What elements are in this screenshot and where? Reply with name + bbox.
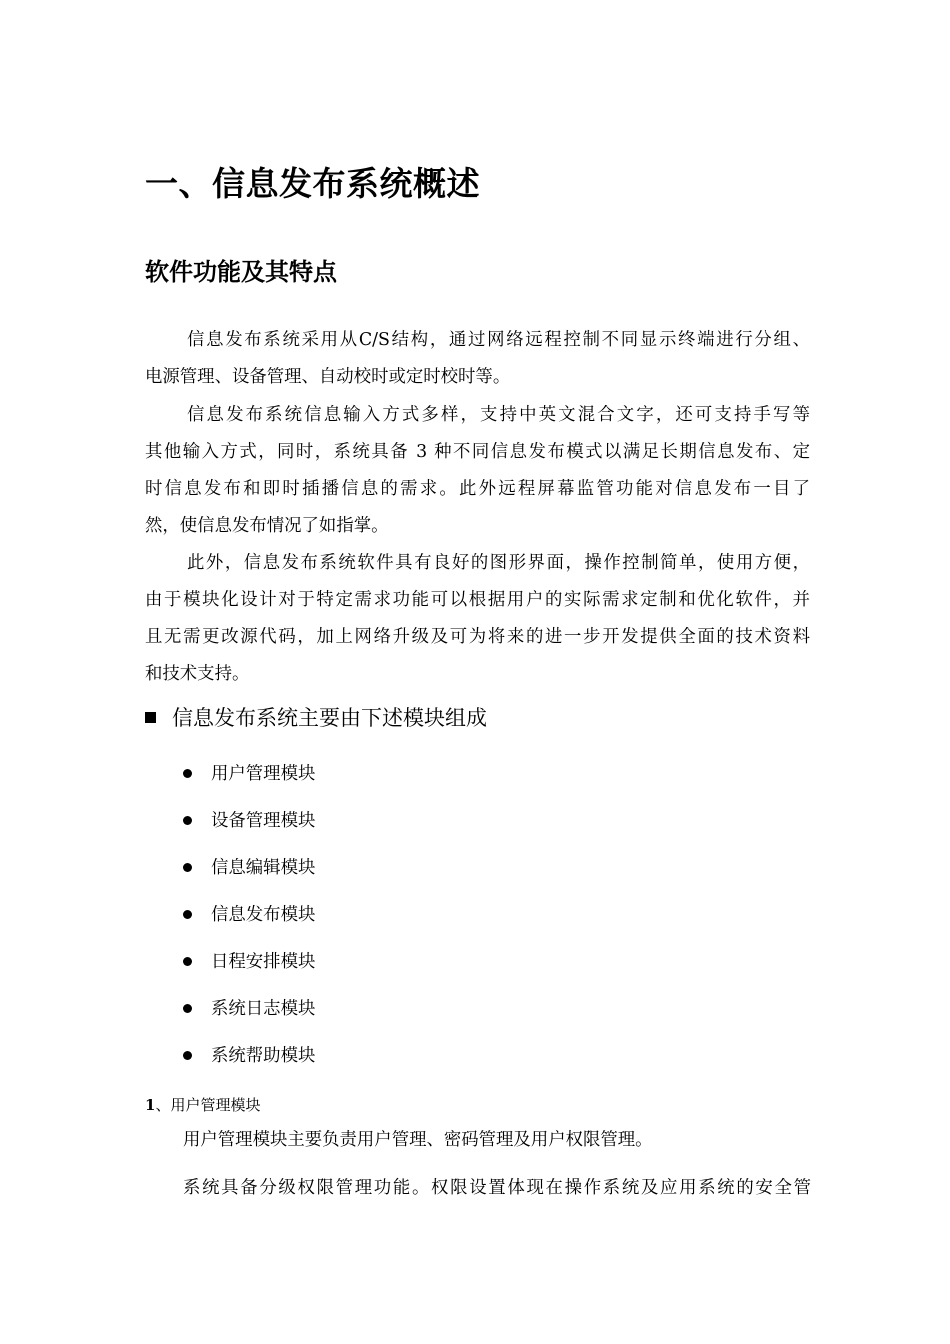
bullet-dot-icon bbox=[183, 1004, 192, 1013]
subsection-title: 用户管理模块 bbox=[170, 1096, 261, 1114]
list-item bbox=[181, 893, 315, 940]
modules-list bbox=[181, 752, 315, 1081]
list-item-text: 信息发布模块 bbox=[211, 905, 316, 925]
section-title: 软件功能及其特点 bbox=[145, 258, 337, 286]
list-item bbox=[181, 1034, 315, 1081]
bullet-dot-icon bbox=[183, 957, 192, 966]
user-management-paragraph: 用户管理模块主要负责用户管理、密码管理及用户权限管理。 bbox=[183, 1130, 653, 1150]
paragraph-line: 信息发布系统采用从C/S结构，通过网络远程控制不同显示终端进行分组、 bbox=[187, 330, 810, 350]
paragraph-line: 和技术支持。 bbox=[145, 664, 250, 684]
list-item-text: 设备管理模块 bbox=[211, 811, 316, 831]
list-item-text: 用户管理模块 bbox=[211, 764, 316, 784]
bullet-dot-icon bbox=[183, 1051, 192, 1060]
paragraph-line: 电源管理、设备管理、自动校时或定时校时等。 bbox=[145, 367, 511, 387]
square-bullet-icon bbox=[145, 712, 156, 723]
document-title: 一、信息发布系统概述 bbox=[145, 164, 480, 203]
paragraph-line: 其他输入方式，同时，系统具备 3 种不同信息发布模式以满足长期信息发布、定 bbox=[145, 442, 810, 462]
list-item-text: 系统帮助模块 bbox=[211, 1046, 316, 1066]
list-item-text: 系统日志模块 bbox=[211, 999, 316, 1019]
subsection-separator: 、 bbox=[155, 1096, 171, 1114]
subsection-heading bbox=[145, 1092, 260, 1118]
list-item bbox=[181, 799, 315, 846]
bullet-dot-icon bbox=[183, 769, 192, 778]
list-item bbox=[181, 987, 315, 1034]
paragraph-line: 此外，信息发布系统软件具有良好的图形界面，操作控制简单，使用方便， bbox=[187, 553, 810, 573]
list-item bbox=[181, 940, 315, 987]
paragraph-line: 由于模块化设计对于特定需求功能可以根据用户的实际需求定制和优化软件，并 bbox=[145, 590, 810, 610]
bullet-dot-icon bbox=[183, 863, 192, 872]
paragraph-interface bbox=[145, 545, 810, 693]
paragraph-line: 然，使信息发布情况了如指掌。 bbox=[145, 516, 389, 536]
paragraph-line: 时信息发布和即时插播信息的需求。此外远程屏幕监管功能对信息发布一目了 bbox=[145, 479, 810, 499]
paragraph-architecture bbox=[145, 322, 810, 396]
list-item bbox=[181, 846, 315, 893]
list-item-text: 日程安排模块 bbox=[211, 952, 316, 972]
permission-paragraph: 系统具备分级权限管理功能。权限设置体现在操作系统及应用系统的安全管 bbox=[183, 1178, 811, 1198]
subsection-number: 1 bbox=[145, 1096, 156, 1114]
list-item bbox=[181, 752, 315, 799]
paragraph-line: 且无需更改源代码，加上网络升级及可为将来的进一步开发提供全面的技术资料 bbox=[145, 627, 810, 647]
bullet-dot-icon bbox=[183, 910, 192, 919]
bullet-dot-icon bbox=[183, 816, 192, 825]
list-item-text: 信息编辑模块 bbox=[211, 858, 316, 878]
paragraph-input-methods bbox=[145, 397, 810, 545]
paragraph-line: 信息发布系统信息输入方式多样，支持中英文混合文字，还可支持手写等 bbox=[187, 405, 810, 425]
modules-heading-text: 信息发布系统主要由下述模块组成 bbox=[172, 706, 487, 730]
modules-heading bbox=[145, 700, 487, 736]
